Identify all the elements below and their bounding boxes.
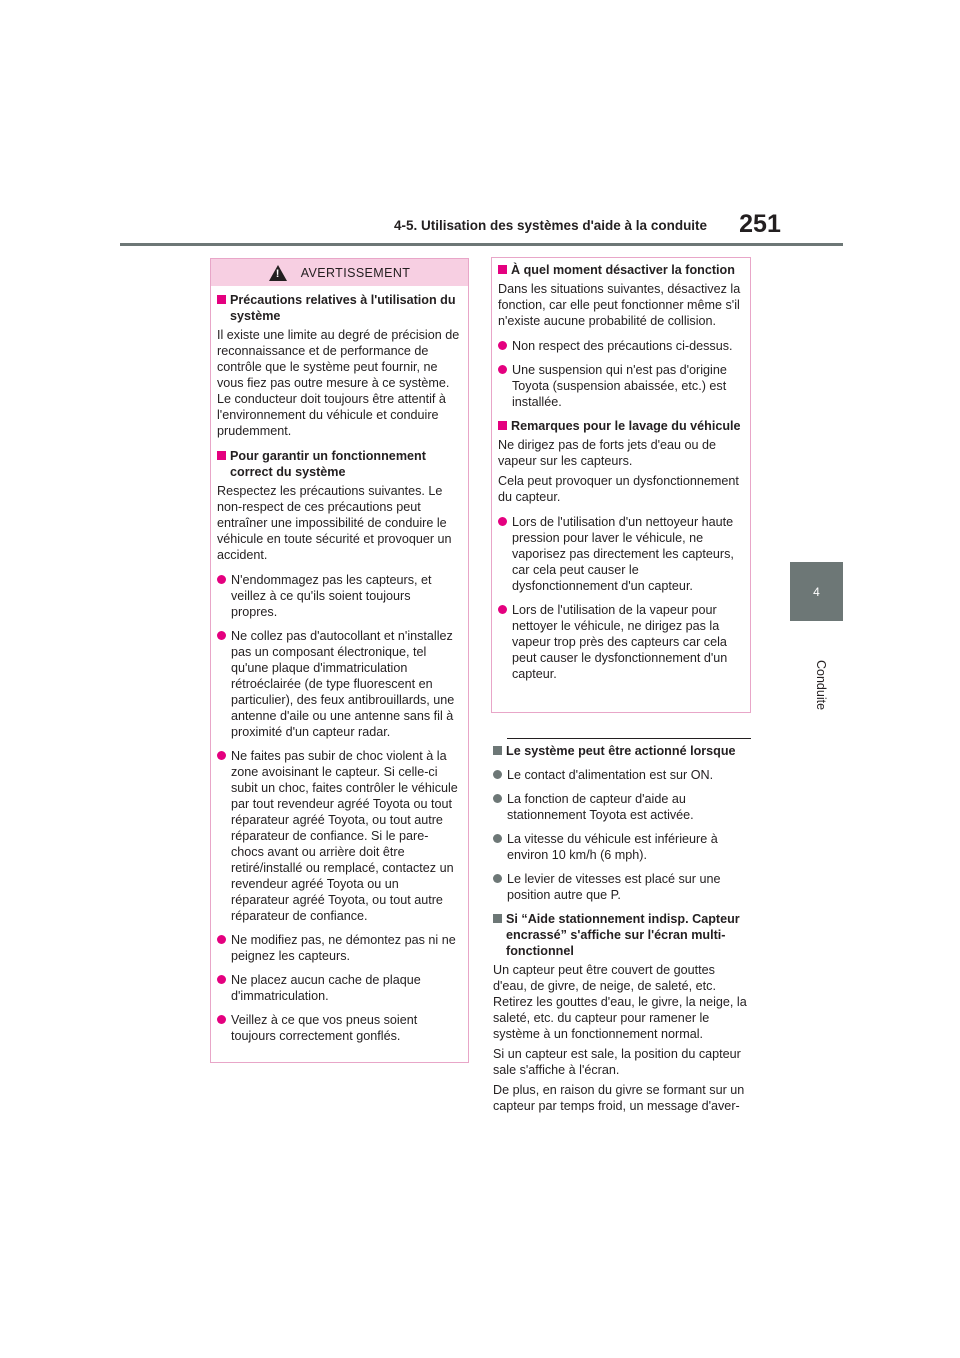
main-text-2c: De plus, en raison du givre se formant sur un capteur par temps froid, un message d'aver- xyxy=(493,1083,745,1113)
warning-bullet: Ne placez aucun cache de plaque d'immatriculation. xyxy=(217,972,460,1004)
note-bullet: Une suspension qui n'est pas d'origine Toyota (suspension abaissée, etc.) est installée. xyxy=(498,362,742,410)
page-number: 251 xyxy=(739,210,781,238)
main-bullet: Le levier de vitesses est placé sur une position autre que P. xyxy=(493,871,751,903)
warning-heading-1: Précautions relatives à l'utilisation du système xyxy=(217,292,460,324)
warning-bullet: Ne collez pas d'autocollant et n'installez pas un composant électronique, tel qu'une plaque d'immatriculation rétroéclairée (de type fluorescent en particulier), des feux antibrouillards, une antenne d'aile ou une antenne sans fil à proximité d'un capteur radar. xyxy=(217,628,460,740)
warning-header xyxy=(211,259,468,286)
chapter-tab xyxy=(790,562,843,621)
main-heading-1: Le système peut être actionné lorsque xyxy=(493,743,751,759)
main-bullet: Le contact d'alimentation est sur ON. xyxy=(493,767,751,783)
warning-text-1: Il existe une limite au degré de précision de reconnaissance et de performance de contrôle que le système peut fournir, ne vous fiez pas outre mesure à ce système. Le conducteur doit toujours être attentif à l'environnement du véhicule et conduire prudemment. xyxy=(217,328,460,438)
note-heading-2: Remarques pour le lavage du véhicule xyxy=(498,418,742,434)
chapter-number: 4 xyxy=(813,584,820,599)
warning-bullet: Veillez à ce que vos pneus soient toujours correctement gonflés. xyxy=(217,1012,460,1044)
chapter-label: Conduite xyxy=(814,660,828,711)
note-heading-1: À quel moment désactiver la fonction xyxy=(498,262,742,278)
section-title: 4-5. Utilisation des systèmes d'aide à la conduite xyxy=(394,218,708,233)
warning-title: AVERTISSEMENT xyxy=(300,265,411,280)
note-text-2a: Ne dirigez pas de forts jets d'eau ou de vapeur sur les capteurs. xyxy=(498,438,717,468)
main-column xyxy=(493,738,751,1118)
main-text-2b: Si un capteur est sale, la position du capteur sale s'affiche à l'écran. xyxy=(493,1047,741,1077)
main-bullet: La vitesse du véhicule est inférieure à environ 10 km/h (6 mph). xyxy=(493,831,751,863)
warning-bullet: N'endommagez pas les capteurs, et veillez à ce qu'ils soient toujours propres. xyxy=(217,572,460,620)
warning-bullet: Ne faites pas subir de choc violent à la zone avoisinant le capteur. Si celle-ci subit un choc, faites contrôler le véhicule par tout revendeur agréé Toyota ou tout réparateur agréé Toyota, ou tout autre réparateur de confiance. Si le pare-chocs avant ou arrière doit être retiré/installé ou remplacé, contactez un revendeur agréé Toyota ou un réparateur agréé Toyota, ou tout autre réparateur de confiance. xyxy=(217,748,460,924)
note-text-1: Dans les situations suivantes, désactivez la fonction, car elle peut fonctionner même s'il n'existe aucune probabilité de collision. xyxy=(498,282,741,328)
main-bullet: La fonction de capteur d'aide au stationnement Toyota est activée. xyxy=(493,791,751,823)
warning-text-2: Respectez les précautions suivantes. Le non-respect de ces précautions peut entraîner une impossibilité de conduire le véhicule en toute sécurité et provoquer un accident. xyxy=(217,484,452,562)
note-bullet: Lors de l'utilisation de la vapeur pour nettoyer le véhicule, ne dirigez pas la vapeur trop près des capteurs car cela peut causer le dysfonctionnement d'un capteur. xyxy=(498,602,742,682)
section-rule xyxy=(507,738,751,739)
header-rule xyxy=(120,243,843,246)
note-bullet: Non respect des précautions ci-dessus. xyxy=(498,338,742,354)
main-text-2a: Un capteur peut être couvert de gouttes d'eau, de givre, de neige, de saleté, etc. Retirez les gouttes d'eau, le givre, la neige, la saleté, etc. du capteur pour ramener le système à un fonctionnement normal. xyxy=(493,963,747,1041)
note-text-2b: Cela peut provoquer un dysfonctionnement du capteur. xyxy=(498,474,739,504)
note-box xyxy=(491,257,751,713)
note-bullet: Lors de l'utilisation d'un nettoyeur haute pression pour laver le véhicule, ne vaporisez pas directement les capteurs, car cela peut causer le dysfonctionnement d'un capteur. xyxy=(498,514,742,594)
main-heading-2: Si “Aide stationnement indisp. Capteur encrassé” s'affiche sur l'écran multi-fonctionnel xyxy=(493,911,751,959)
warning-heading-2: Pour garantir un fonctionnement correct du système xyxy=(217,448,460,480)
warning-box xyxy=(210,258,469,1063)
warning-bullet: Ne modifiez pas, ne démontez pas ni ne peignez les capteurs. xyxy=(217,932,460,964)
warning-icon xyxy=(269,265,287,281)
